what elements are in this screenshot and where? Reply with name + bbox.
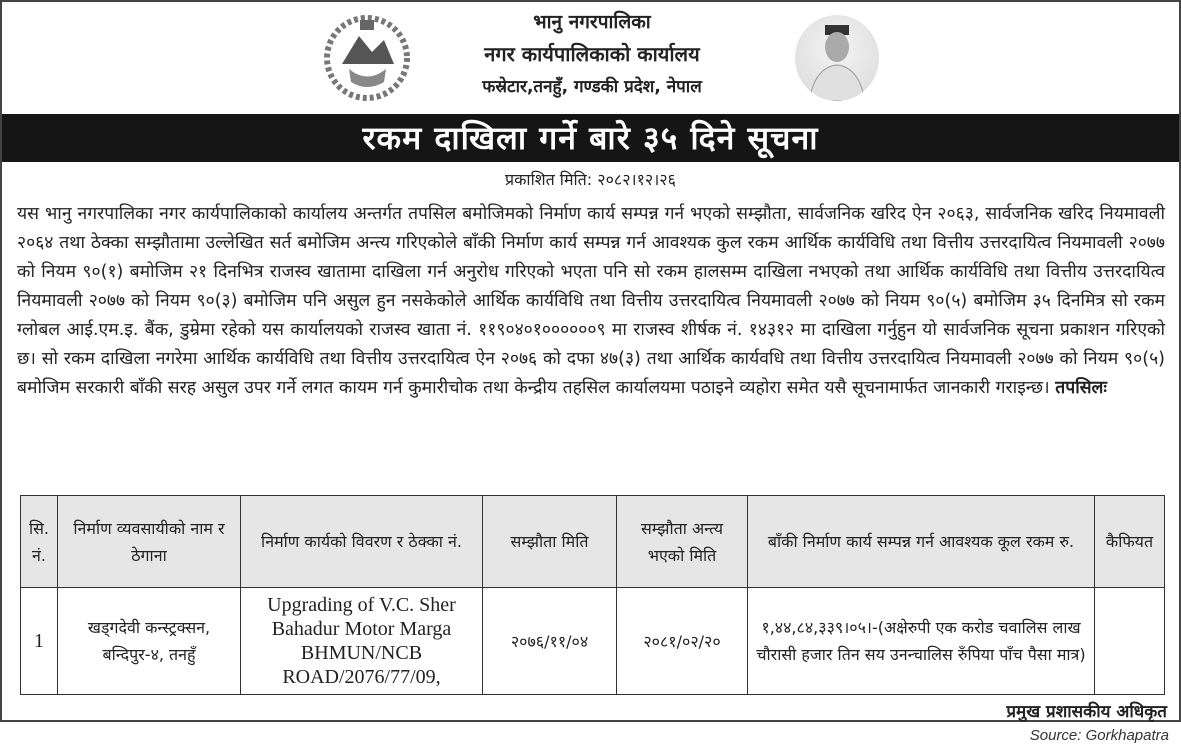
notice-paragraph: यस भानु नगरपालिका नगर कार्यपालिकाको कार्यालय अन्तर्गत तपसिल बमोजिमको निर्माण कार्य सम्पन्न गर्न भएको सम्झौता, सार्वजनिक खरिद ऐन २०६३, सार्वजनिक खरिद नियमावली २०६४ तथा ठेक्का सम्झौतामा उल्लेखित सर्त बमोजिम अन्त्य गरिएकोले बाँकी निर्माण कार्य सम्पन्न गर्न आवश्यक कुल रकम आर्थिक कार्यविधि तथा वित्तीय उत्तरदायित्व नियमावली २०७७ को नियम ९०(१) बमोजिम २१ दिनभित्र राजस्व खातामा दाखिला गर्न अनुरोध गरिएको भएता पनि सो रकम हालसम्म दाखिला नभएको तथा आर्थिक कार्यविधि तथा वित्तीय उत्तरदायित्व नियमावली २०७७ को नियम ९०(३) बमोजिम पनि असुल हुन नसकेकोले आर्थिक कार्यविधि तथा वित्तीय उत्तरदायित्व नियमावली २०७७ को नियम ९०(५) बमोजिम ३५ दिनमित्र सो रकम ग्लोबल आई.एम.इ. बैंक, डुम्रेमा रहेको यस कार्यालयको राजस्व खाता नं. ११९०४०१००००००९ मा राजस्व शीर्षक नं. १४३१२ मा दाखिला गर्नुहुन यो सार्वजनिक सूचना प्रकाशन गरिएको छ। सो रकम दाखिला नगरेमा आर्थिक कार्यविधि तथा वित्तीय उत्तरदायित्व ऐन २०७६ को दफा ४७(३) तथा आर्थिक कार्यवधि तथा वित्तीय उत्तरदायित्व नियमावली २०७७ को नियम ९०(५) बमोजिम सरकारी बाँकी सरह असुल उपर गर्ने लगत कायम गर्न कुमारीचोक तथा केन्द्रीय तहसिल कार्यालयमा पठाइने व्यहोरा समेत यसै सूचनामार्फत जानकारी गराइन्छ। (17, 204, 1165, 398)
col-serial: सि. नं. (21, 496, 58, 588)
portrait-image (795, 15, 879, 101)
cell-amount: १,४४,८४,३३९।०५।-(अक्षेरुपी एक करोड चवालिस लाख चौरासी हजार तिन सय उनन्चालिस रुँपिया पाँच पैसा मात्र) (748, 588, 1095, 695)
nepal-emblem-icon (324, 14, 410, 102)
cell-serial: 1 (21, 588, 58, 695)
source-credit: Source: Gorkhapatra (1029, 727, 1169, 744)
col-agreement-date: सम्झौता मिति (483, 496, 617, 588)
office-name: नगर कार्यपालिकाको कार्यालय (484, 42, 700, 66)
cell-contractor: खड्गदेवी कन्स्ट्रक्सन, बन्दिपुर-४, तनहुँ (58, 588, 241, 695)
col-work: निर्माण कार्यको विवरण र ठेक्का नं. (241, 496, 483, 588)
published-date: प्रकाशित मिति: २०८२।१२।२६ (505, 170, 676, 189)
col-termination-date: सम्झौता अन्त्य भएको मिति (617, 496, 748, 588)
cell-agreement-date: २०७६/११/०४ (483, 588, 617, 695)
notice-header (2, 2, 1179, 112)
cell-work: Upgrading of V.C. Sher Bahadur Motor Marga BHMUN/NCB ROAD/2076/77/09, (241, 588, 483, 695)
col-contractor: निर्माण व्यवसायीको नाम र ठेगाना (58, 496, 241, 588)
signatory-title: प्रमुख प्रशासकीय अधिकृत (1006, 702, 1167, 722)
notice-title: रकम दाखिला गर्ने बारे ३५ दिने सूचना (2, 114, 1179, 162)
details-table (20, 495, 1165, 695)
notice-body (17, 200, 1165, 403)
org-name: भानु नगरपालिका (533, 11, 651, 33)
col-remarks: कैफियत (1095, 496, 1165, 588)
table-row (21, 588, 1165, 695)
col-amount: बाँकी निर्माण कार्य सम्पन्न गर्न आवश्यक कूल रकम रु. (748, 496, 1095, 588)
cell-termination-date: २०८१/०२/२० (617, 588, 748, 695)
table-header-row (21, 496, 1165, 588)
cell-remarks (1095, 588, 1165, 695)
office-address: फस्रेटार,तनहुँ, गण्डकी प्रदेश, नेपाल (482, 77, 702, 97)
details-label: तपसिलः (1055, 378, 1107, 398)
